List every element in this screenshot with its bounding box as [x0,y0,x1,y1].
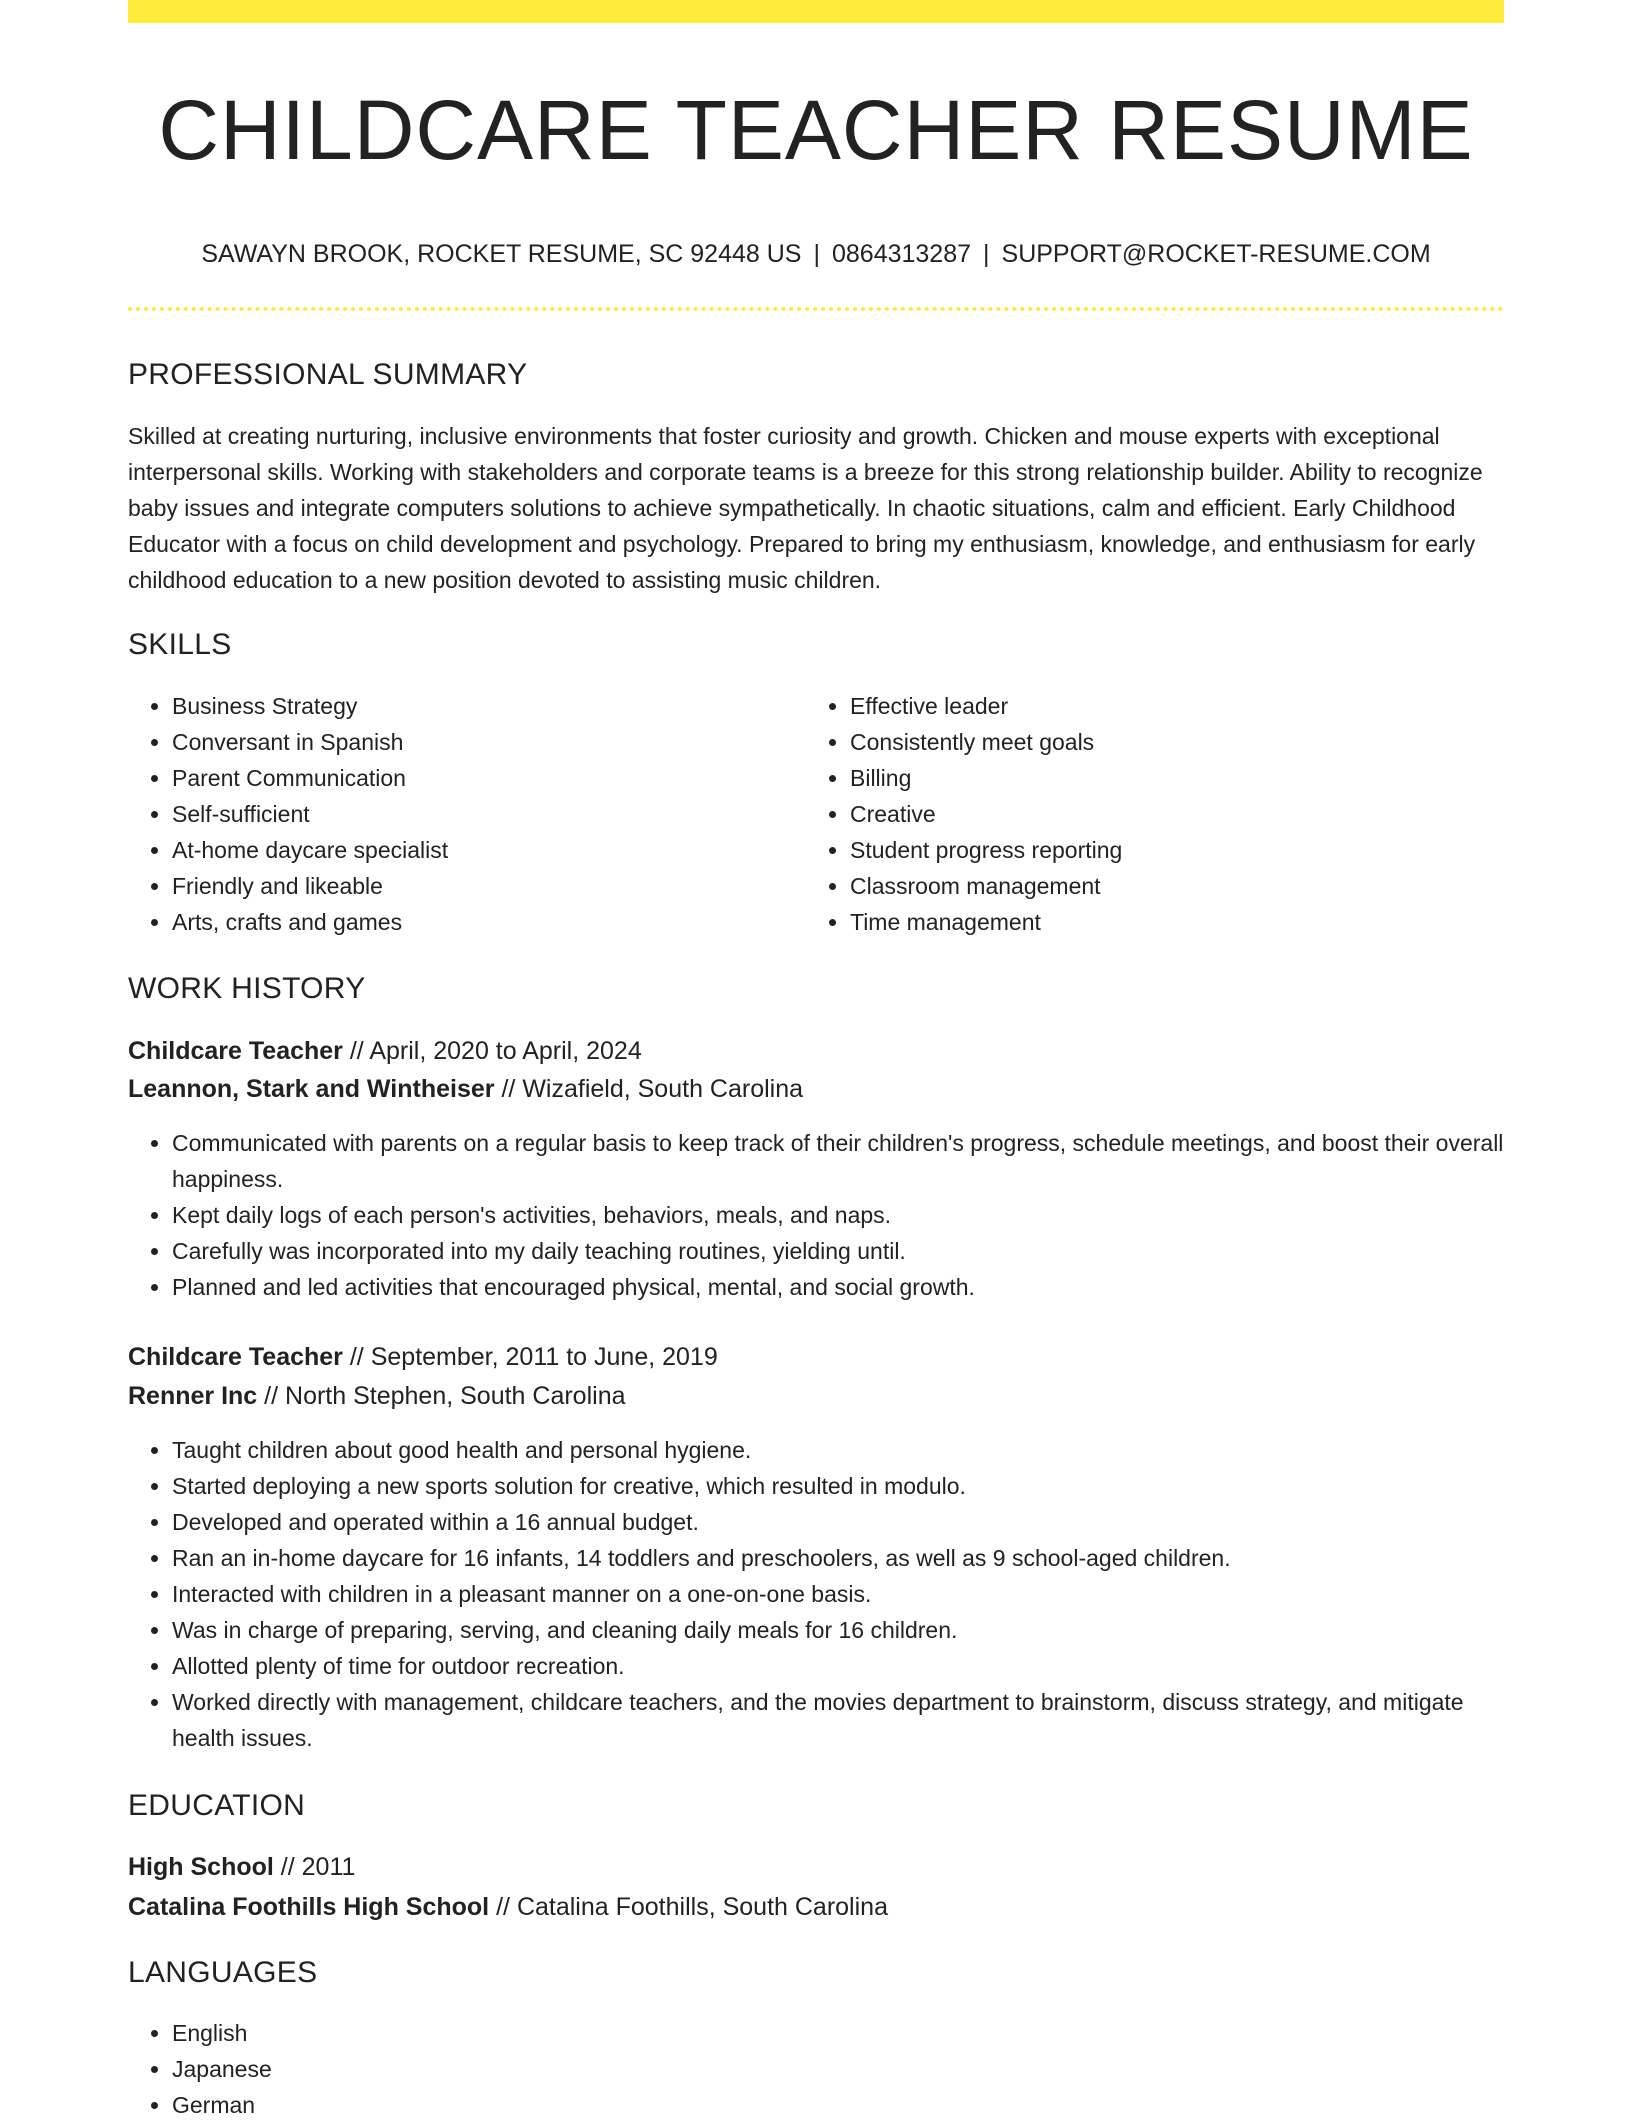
skill-item: • Consistently meet goals [850,724,1500,760]
job-bullet: • Communicated with parents on a regular basis to keep track of their children's progress, schedule meetings, and boost their overall happiness. [172,1125,1512,1197]
education-location: Catalina Foothills, South Carolina [516,1893,888,1921]
job-location: Wizafield, South Carolina [522,1075,804,1103]
skill-item: • Self-sufficient [172,796,792,832]
job-bullets [128,1125,1512,1305]
job-title: Childcare Teacher [128,1343,343,1371]
job-bullet: • Taught children about good health and personal hygiene. [172,1432,1512,1468]
skill-item: • Billing [850,760,1500,796]
contact-email[interactable]: SUPPORT@ROCKET-RESUME.COM [1001,240,1431,268]
skill-item: • At-home daycare specialist [172,832,792,868]
job-bullet: • Kept daily logs of each person's activities, behaviors, meals, and naps. [172,1197,1512,1233]
job-bullet: • Started deploying a new sports solution for creative, which resulted in modulo. [172,1468,1512,1504]
education-year: 2011 [301,1853,356,1881]
skill-item: • Conversant in Spanish [172,724,792,760]
job-bullet: • Was in charge of preparing, serving, and cleaning daily meals for 16 children. [172,1612,1512,1648]
contact-address: SAWAYN BROOK, ROCKET RESUME, SC 92448 US [201,240,802,268]
skill-item: • Business Strategy [172,688,792,724]
job-bullet: • Allotted plenty of time for outdoor recreation. [172,1648,1512,1684]
skill-item: • Arts, crafts and games [172,904,792,940]
language-item: • German [172,2087,772,2123]
education-separator: // [496,1893,510,1921]
job-separator: // [349,1037,364,1065]
job-company: Leannon, Stark and Wintheiser [128,1075,495,1103]
job-dates: April, 2020 to April, 2024 [369,1037,642,1065]
job-title-line [128,1033,642,1069]
skills-list-left [128,688,792,940]
skill-item: • Time management [850,904,1500,940]
job-bullet: • Ran an in-home daycare for 16 infants, 14 toddlers and preschoolers, as well as 9 school-aged children. [172,1540,1512,1576]
job-bullet: • Planned and led activities that encouraged physical, mental, and social growth. [172,1269,1512,1305]
education-heading: EDUCATION [128,1789,306,1822]
job-bullet: • Carefully was incorporated into my daily teaching routines, yielding until. [172,1233,1512,1269]
job-bullet: • Worked directly with management, childcare teachers, and the movies department to brainstorm, discuss strategy, and mitigate health issues. [172,1684,1512,1756]
resume-title: CHILDCARE TEACHER RESUME [158,83,1474,177]
summary-text: Skilled at creating nurturing, inclusive environments that foster curiosity and growth. Chicken and mouse experts with exceptional interpersonal skills. Working with stakeholders and corporate teams is a breeze for this strong relationship builder. Ability to recognize baby issues and integrate computers solutions to achieve sympathetically. In chaotic situations, calm and efficient. Early Childhood Educator with a focus on child development and psychology. Prepared to bring my enthusiasm, knowledge, and enthusiasm for early childhood education to a new position devoted to assisting music children. [128,423,1483,593]
education-degree: High School [128,1853,274,1881]
job-company: Renner Inc [128,1382,258,1410]
job-title: Childcare Teacher [128,1037,343,1065]
job-separator: // [349,1343,364,1371]
skill-item: • Parent Communication [172,760,792,796]
education-degree-line [128,1849,355,1885]
job-dates: September, 2011 to June, 2019 [370,1343,718,1371]
contact-separator: | [983,240,990,268]
language-item: • Japanese [172,2051,772,2087]
languages-heading: LANGUAGES [128,1956,318,1989]
skill-item: • Classroom management [850,868,1500,904]
job-bullet: • Interacted with children in a pleasant manner on a one-on-one basis. [172,1576,1512,1612]
job-separator: // [264,1382,279,1410]
education-school-line [128,1889,888,1925]
skill-item: • Effective leader [850,688,1500,724]
contact-line [128,236,1504,272]
job-location: North Stephen, South Carolina [285,1382,626,1410]
job-bullets [128,1432,1512,1756]
work-heading: WORK HISTORY [128,972,366,1005]
dotted-divider [128,307,1504,311]
job-company-line [128,1378,626,1414]
skills-list-right [806,688,1500,940]
summary-heading: PROFESSIONAL SUMMARY [128,358,528,391]
contact-phone: 0864313287 [831,240,972,268]
education-school: Catalina Foothills High School [128,1893,490,1921]
job-title-line [128,1339,718,1375]
top-accent-bar [128,0,1504,23]
skill-item: • Student progress reporting [850,832,1500,868]
skill-item: • Friendly and likeable [172,868,792,904]
job-separator: // [501,1075,516,1103]
skills-heading: SKILLS [128,628,232,661]
job-bullet: • Developed and operated within a 16 annual budget. [172,1504,1512,1540]
education-separator: // [280,1853,295,1881]
contact-separator: | [813,240,820,268]
job-company-line [128,1071,803,1107]
language-item: • English [172,2015,772,2051]
skill-item: • Creative [850,796,1500,832]
languages-list [128,2015,772,2123]
